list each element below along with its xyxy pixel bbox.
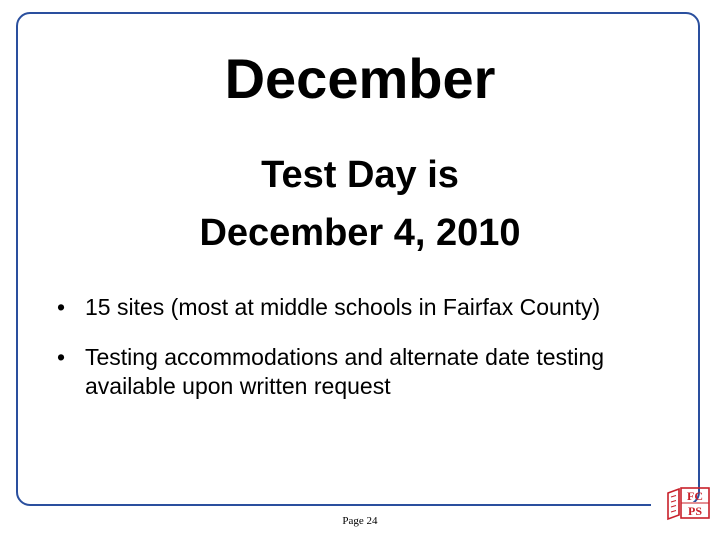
logo-text-top: FC [687, 489, 703, 503]
bullet-item [57, 343, 657, 401]
bullet-text: Testing accommodations and alternate date testing available upon written request [85, 344, 605, 399]
slide-title: December [224, 47, 496, 110]
page-number: Page 24 [342, 515, 378, 527]
slide-subtitle [0, 146, 720, 262]
fcps-logo-icon [665, 485, 711, 521]
bullet-item [57, 293, 657, 322]
logo-text-bottom: PS [687, 504, 703, 518]
subtitle-line-2: December 4, 2010 [199, 212, 521, 254]
bullet-text: 15 sites (most at middle schools in Fairfax County) [85, 294, 601, 320]
bullet-dot: • [57, 294, 66, 320]
bullet-list [57, 293, 657, 422]
subtitle-line-1: Test Day is [261, 154, 459, 196]
bullet-dot: • [57, 344, 66, 370]
